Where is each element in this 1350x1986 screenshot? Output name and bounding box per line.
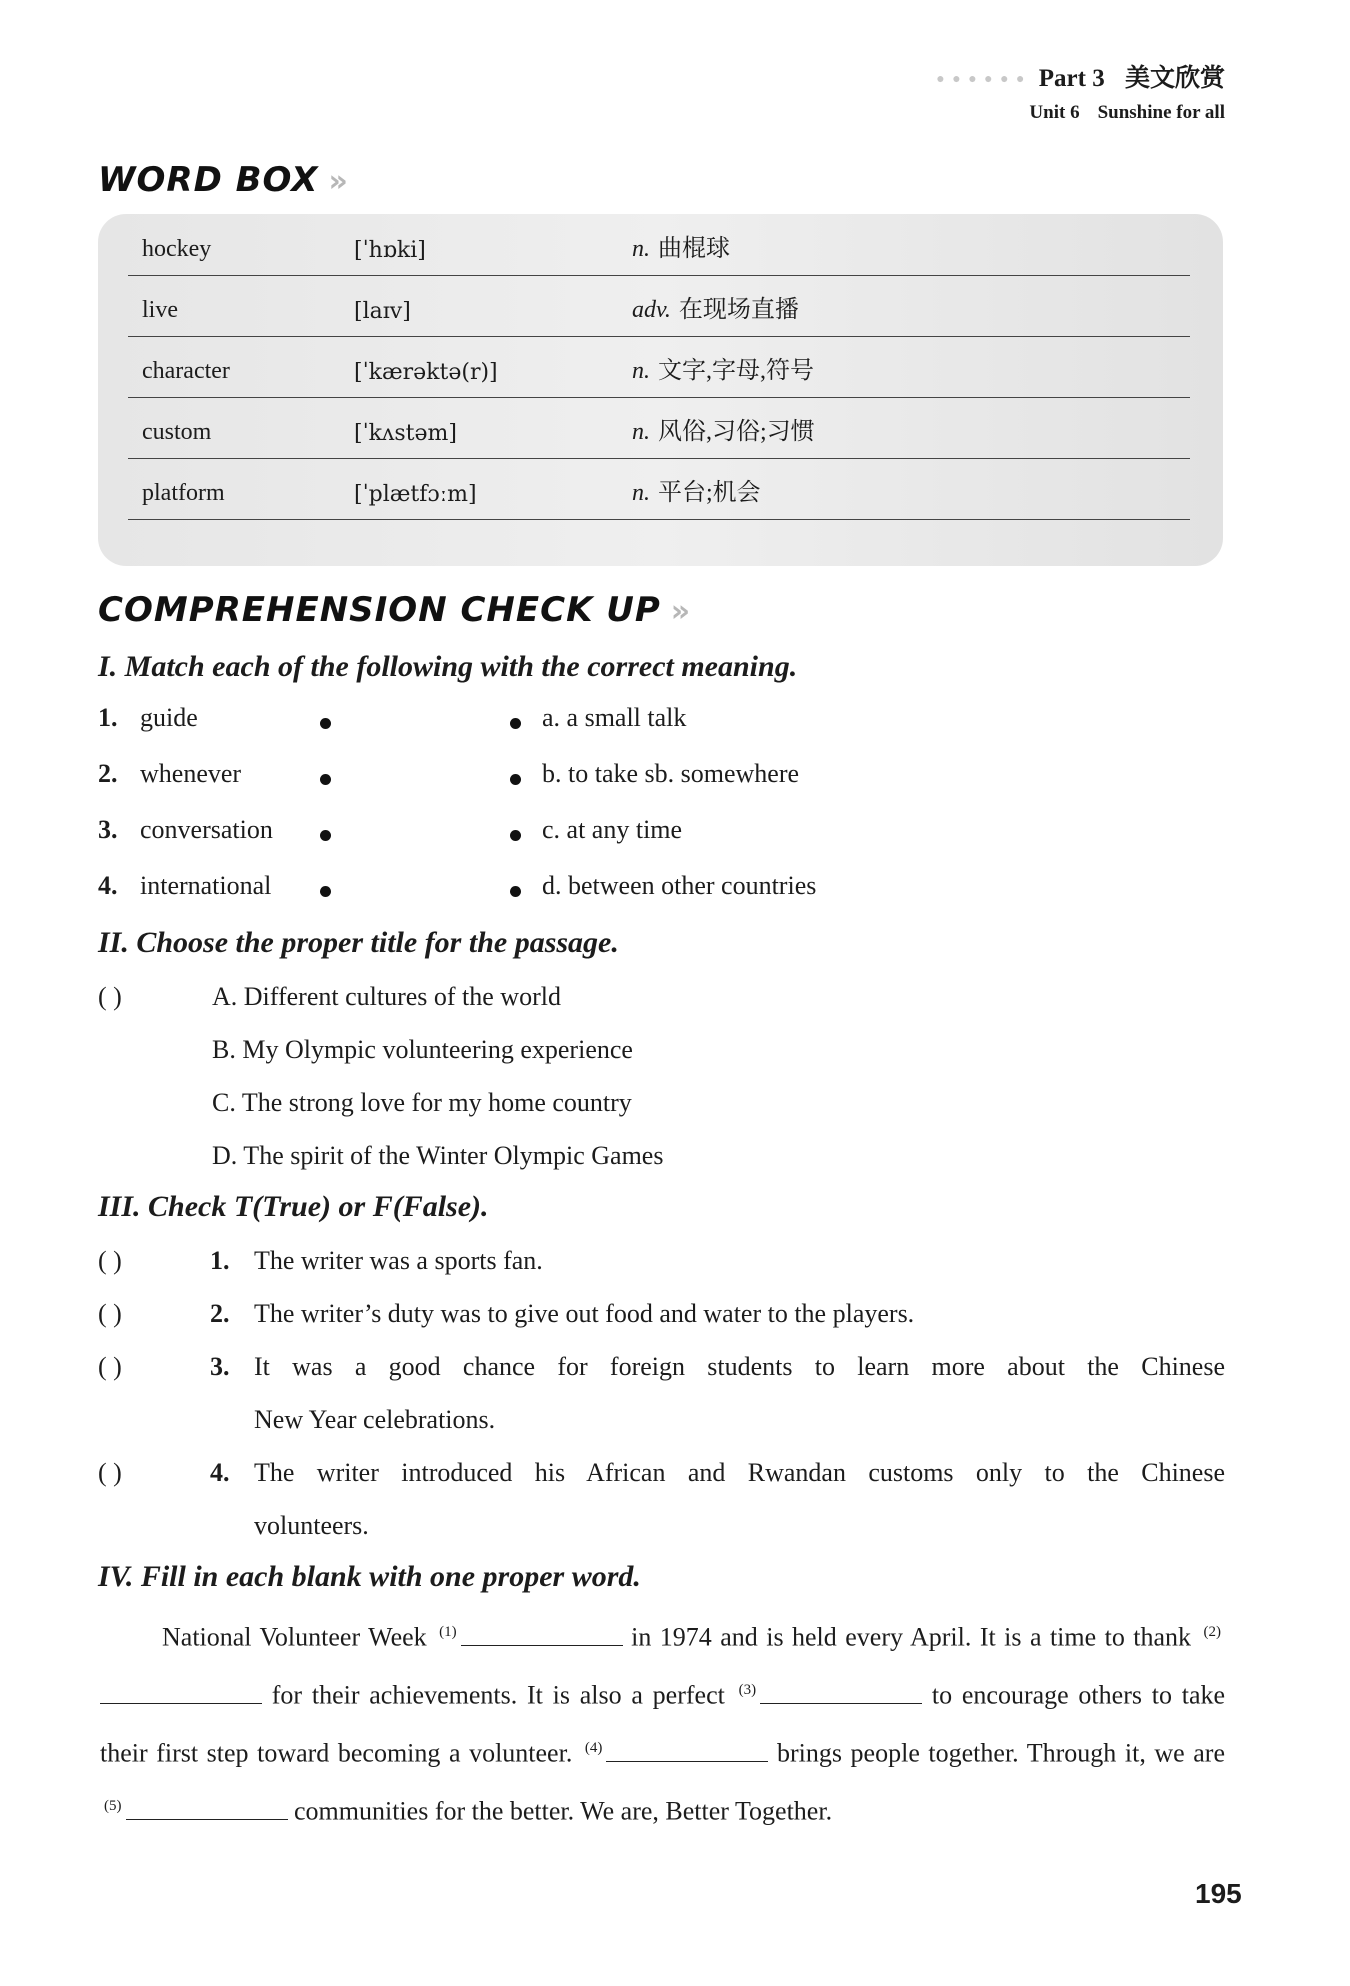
match-number: 3.: [98, 815, 118, 844]
word-entry: hockey [ˈhɒki] n. 曲棍球: [128, 214, 1190, 276]
part1-title: I. Match each of the following with the correct meaning.: [98, 650, 798, 683]
tf-statement: It was a good chance for foreign students to learn more about the Chinese: [254, 1352, 1225, 1381]
match-dot-right: [510, 774, 521, 785]
match-dot-right: [510, 886, 521, 897]
tf-number: 4.: [210, 1458, 230, 1487]
match-dot-left: [320, 718, 331, 729]
match-word: international: [140, 871, 272, 900]
tf-statement: The writer introduced his African and Rwandan customs only to the Chinese: [254, 1458, 1225, 1487]
match-dot-right: [510, 718, 521, 729]
cloze-passage: National Volunteer Week $^{(1)}$ in 1974 and is held every April. It is a time to thank $^{(2)}$ for their achievements. It is also a perfect $^{(3)}$ to encourage others to take their first step toward becoming a volunteer. $^{(4)}$ brings people together. Through it, we are $^{(5)}$ communities for the better. We are, Better Together.: [100, 1622, 1226, 1827]
answer-bracket: ( ): [98, 1352, 122, 1381]
double-chevron-icon: »: [670, 594, 692, 629]
part3-title: III. Check T(True) or F(False).: [98, 1190, 489, 1223]
match-word: guide: [140, 703, 198, 732]
tf-statement-continued: volunteers.: [254, 1511, 369, 1540]
tf-statement-continued: New Year celebrations.: [254, 1405, 496, 1434]
part2-title: II. Choose the proper title for the passage.: [98, 926, 619, 959]
dots-ornament-icon: ● ● ● ● ● ●: [936, 72, 1027, 88]
match-definition: a. a small talk: [542, 703, 687, 732]
tf-number: 3.: [210, 1352, 230, 1381]
page-number: 195: [1195, 1878, 1242, 1909]
match-dot-left: [320, 830, 331, 841]
tf-number: 2.: [210, 1299, 230, 1328]
blank-4[interactable]: [606, 1739, 768, 1762]
blank-5[interactable]: [126, 1797, 288, 1820]
part-title-cn: 美文欣赏: [1124, 63, 1225, 92]
match-word: whenever: [140, 759, 242, 788]
option-b: B. My Olympic volunteering experience: [212, 1035, 633, 1064]
word-entry: live [laɪv] adv. 在现场直播: [128, 275, 1190, 337]
double-chevron-icon: »: [328, 164, 349, 199]
match-dot-right: [510, 830, 521, 841]
answer-bracket: ( ): [98, 1458, 122, 1487]
match-definition: d. between other countries: [542, 871, 817, 900]
unit-header: [890, 102, 1225, 124]
unit-title: Sunshine for all: [1097, 102, 1225, 123]
word-box-heading: WORD BOX »: [98, 160, 349, 200]
tf-number: 1.: [210, 1246, 230, 1275]
match-dot-left: [320, 886, 331, 897]
match-number: 4.: [98, 871, 118, 900]
match-dot-left: [320, 774, 331, 785]
match-definition: c. at any time: [542, 815, 683, 844]
blank-3[interactable]: [760, 1681, 922, 1704]
tf-statement: The writer’s duty was to give out food and water to the players.: [254, 1299, 915, 1328]
match-number: 1.: [98, 703, 118, 732]
word-box: [98, 214, 1223, 566]
word-entry: custom [ˈkʌstəm] n. 风俗,习俗;习惯: [128, 397, 1190, 459]
answer-bracket: ( ): [98, 1299, 122, 1328]
option-c: C. The strong love for my home country: [212, 1088, 632, 1117]
tf-statement: The writer was a sports fan.: [254, 1246, 543, 1275]
unit-label: Unit 6: [1029, 102, 1080, 123]
word-entry: platform [ˈplætfɔːm] n. 平台;机会: [128, 458, 1190, 520]
option-d: D. The spirit of the Winter Olympic Games: [212, 1141, 664, 1170]
comprehension-heading: COMPREHENSION CHECK UP »: [98, 590, 692, 630]
answer-bracket: ( ): [98, 1246, 122, 1275]
blank-1[interactable]: [461, 1623, 623, 1646]
match-word: conversation: [140, 815, 273, 844]
word-entry: character [ˈkærəktə(r)] n. 文字,字母,符号: [128, 336, 1190, 398]
match-number: 2.: [98, 759, 118, 788]
running-header: [890, 58, 1225, 94]
option-a: A. Different cultures of the world: [212, 982, 561, 1011]
part-label: Part 3: [1038, 65, 1105, 92]
part4-title: IV. Fill in each blank with one proper word.: [98, 1560, 641, 1593]
blank-2[interactable]: [100, 1681, 262, 1704]
answer-bracket: ( ): [98, 982, 122, 1011]
match-definition: b. to take sb. somewhere: [542, 759, 800, 788]
